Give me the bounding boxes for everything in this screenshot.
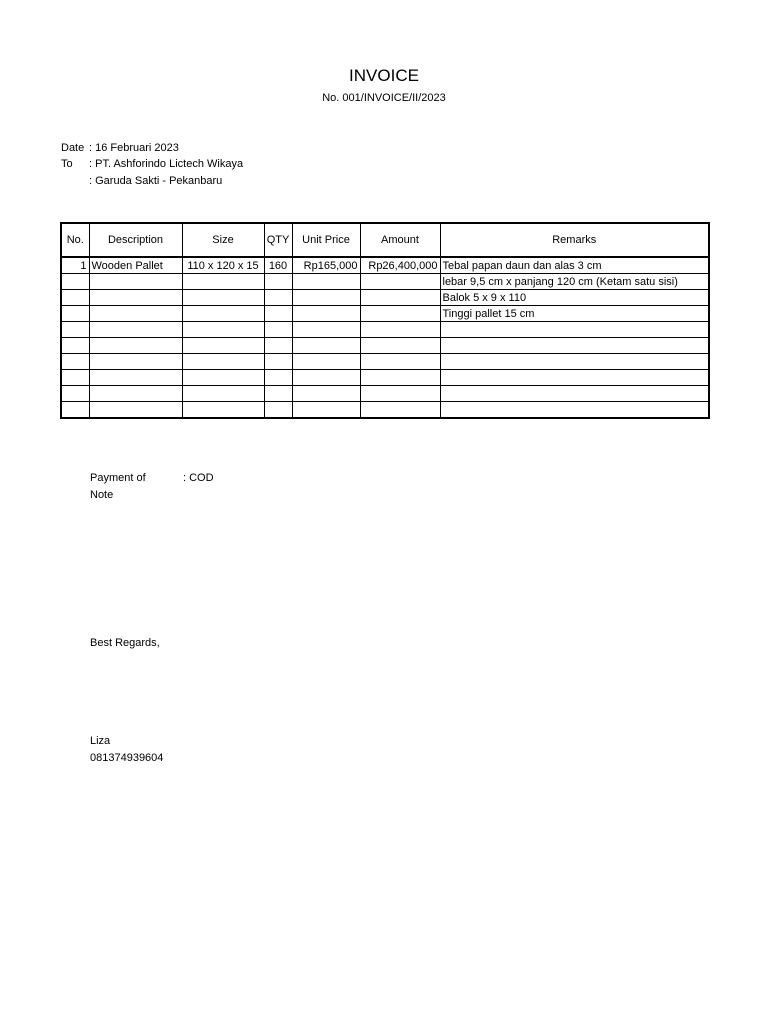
- cell-amount: [360, 306, 440, 322]
- cell-description: [89, 386, 182, 402]
- regards-text: Best Regards,: [90, 637, 160, 649]
- cell-remarks: [440, 386, 709, 402]
- col-header-size: Size: [182, 223, 264, 257]
- cell-size: [182, 322, 264, 338]
- signer-phone: 081374939604: [90, 752, 164, 764]
- cell-no: [61, 322, 89, 338]
- cell-no: [61, 290, 89, 306]
- to-address-row: [61, 175, 222, 187]
- col-header-description: Description: [89, 223, 182, 257]
- cell-remarks: Tebal papan daun dan alas 3 cm: [440, 257, 709, 274]
- cell-size: [182, 402, 264, 419]
- cell-size: [182, 354, 264, 370]
- payment-value: : COD: [183, 472, 214, 484]
- cell-size: [182, 338, 264, 354]
- cell-remarks: [440, 402, 709, 419]
- cell-unit-price: [292, 386, 360, 402]
- to-address: : Garuda Sakti - Pekanbaru: [89, 175, 223, 187]
- cell-description: [89, 338, 182, 354]
- cell-description: Wooden Pallet: [89, 257, 182, 274]
- cell-description: [89, 290, 182, 306]
- cell-unit-price: [292, 402, 360, 419]
- cell-remarks: [440, 338, 709, 354]
- invoice-number: No. 001/INVOICE/II/2023: [322, 92, 446, 104]
- table-row: [61, 402, 709, 419]
- cell-amount: [360, 370, 440, 386]
- cell-no: [61, 370, 89, 386]
- to-label: To: [61, 158, 73, 170]
- cell-remarks: [440, 370, 709, 386]
- cell-description: [89, 402, 182, 419]
- col-header-remarks: Remarks: [440, 223, 709, 257]
- cell-amount: Rp26,400,000: [360, 257, 440, 274]
- cell-no: [61, 338, 89, 354]
- cell-amount: [360, 322, 440, 338]
- col-header-qty: QTY: [264, 223, 292, 257]
- cell-size: [182, 274, 264, 290]
- table-row: [61, 354, 709, 370]
- signer-name: Liza: [90, 735, 111, 747]
- cell-unit-price: Rp165,000: [292, 257, 360, 274]
- cell-amount: [360, 402, 440, 419]
- cell-qty: [264, 290, 292, 306]
- cell-qty: [264, 402, 292, 419]
- cell-qty: [264, 354, 292, 370]
- cell-unit-price: [292, 338, 360, 354]
- date-label: Date: [61, 142, 85, 154]
- cell-remarks: [440, 322, 709, 338]
- table-row: [61, 322, 709, 338]
- date-row: [61, 142, 179, 154]
- cell-qty: [264, 386, 292, 402]
- cell-unit-price: [292, 370, 360, 386]
- cell-no: [61, 274, 89, 290]
- col-header-unit-price: Unit Price: [292, 223, 360, 257]
- invoice-items-table: [60, 222, 710, 419]
- cell-remarks: lebar 9,5 cm x panjang 120 cm (Ketam satu sisi): [440, 274, 709, 290]
- table-row: [61, 386, 709, 402]
- cell-no: [61, 386, 89, 402]
- cell-unit-price: [292, 306, 360, 322]
- cell-amount: [360, 338, 440, 354]
- cell-no: [61, 402, 89, 419]
- table-row: [61, 290, 709, 306]
- cell-size: 110 x 120 x 15: [182, 257, 264, 274]
- cell-amount: [360, 274, 440, 290]
- cell-amount: [360, 354, 440, 370]
- cell-size: [182, 290, 264, 306]
- cell-no: [61, 306, 89, 322]
- table-row: [61, 338, 709, 354]
- cell-qty: [264, 274, 292, 290]
- cell-description: [89, 306, 182, 322]
- table-row: [61, 257, 709, 274]
- invoice-title: INVOICE: [349, 66, 419, 85]
- date-value: : 16 Februari 2023: [89, 142, 179, 154]
- cell-amount: [360, 386, 440, 402]
- cell-unit-price: [292, 354, 360, 370]
- cell-qty: [264, 306, 292, 322]
- payment-label: Payment of: [90, 472, 146, 484]
- col-header-amount: Amount: [360, 223, 440, 257]
- note-label: Note: [90, 489, 114, 501]
- cell-description: [89, 354, 182, 370]
- cell-size: [182, 386, 264, 402]
- cell-qty: [264, 322, 292, 338]
- cell-description: [89, 370, 182, 386]
- cell-description: [89, 322, 182, 338]
- table-row: [61, 274, 709, 290]
- cell-qty: [264, 370, 292, 386]
- cell-remarks: Tinggi pallet 15 cm: [440, 306, 709, 322]
- col-header-no: No.: [61, 223, 89, 257]
- table-header-row: [61, 223, 709, 257]
- to-row: [61, 158, 243, 170]
- cell-qty: [264, 338, 292, 354]
- cell-unit-price: [292, 290, 360, 306]
- cell-remarks: Balok 5 x 9 x 110: [440, 290, 709, 306]
- table-row: [61, 306, 709, 322]
- cell-qty: 160: [264, 257, 292, 274]
- cell-size: [182, 370, 264, 386]
- to-company: : PT. Ashforindo Lictech Wikaya: [89, 158, 244, 170]
- cell-no: [61, 354, 89, 370]
- cell-unit-price: [292, 322, 360, 338]
- cell-remarks: [440, 354, 709, 370]
- table-row: [61, 370, 709, 386]
- cell-amount: [360, 290, 440, 306]
- cell-no: 1: [61, 257, 89, 274]
- cell-unit-price: [292, 274, 360, 290]
- cell-description: [89, 274, 182, 290]
- cell-size: [182, 306, 264, 322]
